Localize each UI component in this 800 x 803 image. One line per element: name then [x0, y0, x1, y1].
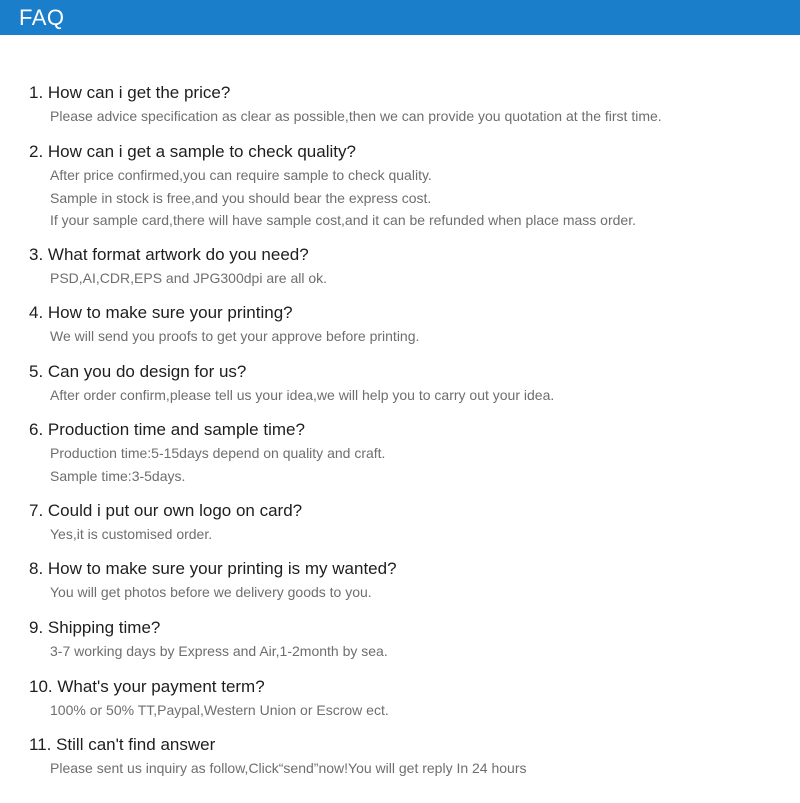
- faq-item: [29, 83, 789, 128]
- faq-answer-line: After order confirm,please tell us your idea,we will help you to carry out your idea.: [50, 387, 555, 403]
- faq-header-bar: [0, 0, 800, 35]
- faq-answer: [50, 442, 789, 487]
- faq-answer-line: Please advice specification as clear as possible,then we can provide you quotation at the first time.: [50, 108, 662, 124]
- faq-item: [29, 420, 789, 487]
- faq-answer-line: If your sample card,there will have sample cost,and it can be refunded when place mass order.: [50, 212, 636, 228]
- faq-item: [29, 303, 789, 348]
- faq-question: 3. What format artwork do you need?: [29, 245, 309, 264]
- faq-question: 1. How can i get the price?: [29, 83, 231, 102]
- faq-answer: [50, 384, 789, 407]
- faq-item: [29, 362, 789, 407]
- faq-answer: [50, 325, 789, 348]
- faq-answer-line: We will send you proofs to get your approve before printing.: [50, 328, 420, 344]
- faq-answer-line: Production time:5-15days depend on quality and craft.: [50, 445, 386, 461]
- faq-item: [29, 735, 789, 780]
- faq-question: 7. Could i put our own logo on card?: [29, 501, 303, 520]
- faq-item: [29, 559, 789, 604]
- faq-item: [29, 245, 789, 290]
- faq-question: 6. Production time and sample time?: [29, 420, 305, 439]
- faq-item: [29, 618, 789, 663]
- faq-answer-line: Sample in stock is free,and you should bear the express cost.: [50, 189, 432, 206]
- faq-answer: [50, 757, 789, 780]
- faq-question: 9. Shipping time?: [29, 618, 161, 637]
- faq-question: 11. Still can't find answer: [29, 735, 216, 754]
- faq-answer: [50, 640, 789, 663]
- faq-item: [29, 142, 789, 232]
- faq-answer-line: PSD,AI,CDR,EPS and JPG300dpi are all ok.: [50, 270, 328, 286]
- faq-question: 10. What's your payment term?: [29, 677, 265, 696]
- faq-answer-line: Yes,it is customised order.: [50, 526, 213, 542]
- faq-answer: [50, 267, 789, 290]
- faq-answer: [50, 105, 789, 128]
- faq-answer: [50, 699, 789, 722]
- faq-item: [29, 677, 789, 722]
- page-title: FAQ: [19, 5, 65, 30]
- faq-answer-line: Please sent us inquiry as follow,Click“send”now!You will get reply In 24 hours: [50, 760, 527, 776]
- faq-item: [29, 501, 789, 546]
- faq-question: 2. How can i get a sample to check quality?: [29, 142, 356, 161]
- faq-answer: [50, 164, 789, 232]
- faq-answer: [50, 523, 789, 546]
- faq-question: 5. Can you do design for us?: [29, 362, 247, 381]
- faq-answer-line: You will get photos before we delivery goods to you.: [50, 584, 372, 600]
- faq-answer-line: 100% or 50% TT,Paypal,Western Union or Escrow ect.: [50, 702, 389, 718]
- faq-question: 8. How to make sure your printing is my wanted?: [29, 559, 397, 578]
- faq-question: 4. How to make sure your printing?: [29, 303, 293, 322]
- faq-answer-line: After price confirmed,you can require sample to check quality.: [50, 167, 432, 183]
- faq-answer-line: 3-7 working days by Express and Air,1-2month by sea.: [50, 643, 388, 659]
- faq-answer-line: Sample time:3-5days.: [50, 467, 186, 484]
- faq-answer: [50, 581, 789, 604]
